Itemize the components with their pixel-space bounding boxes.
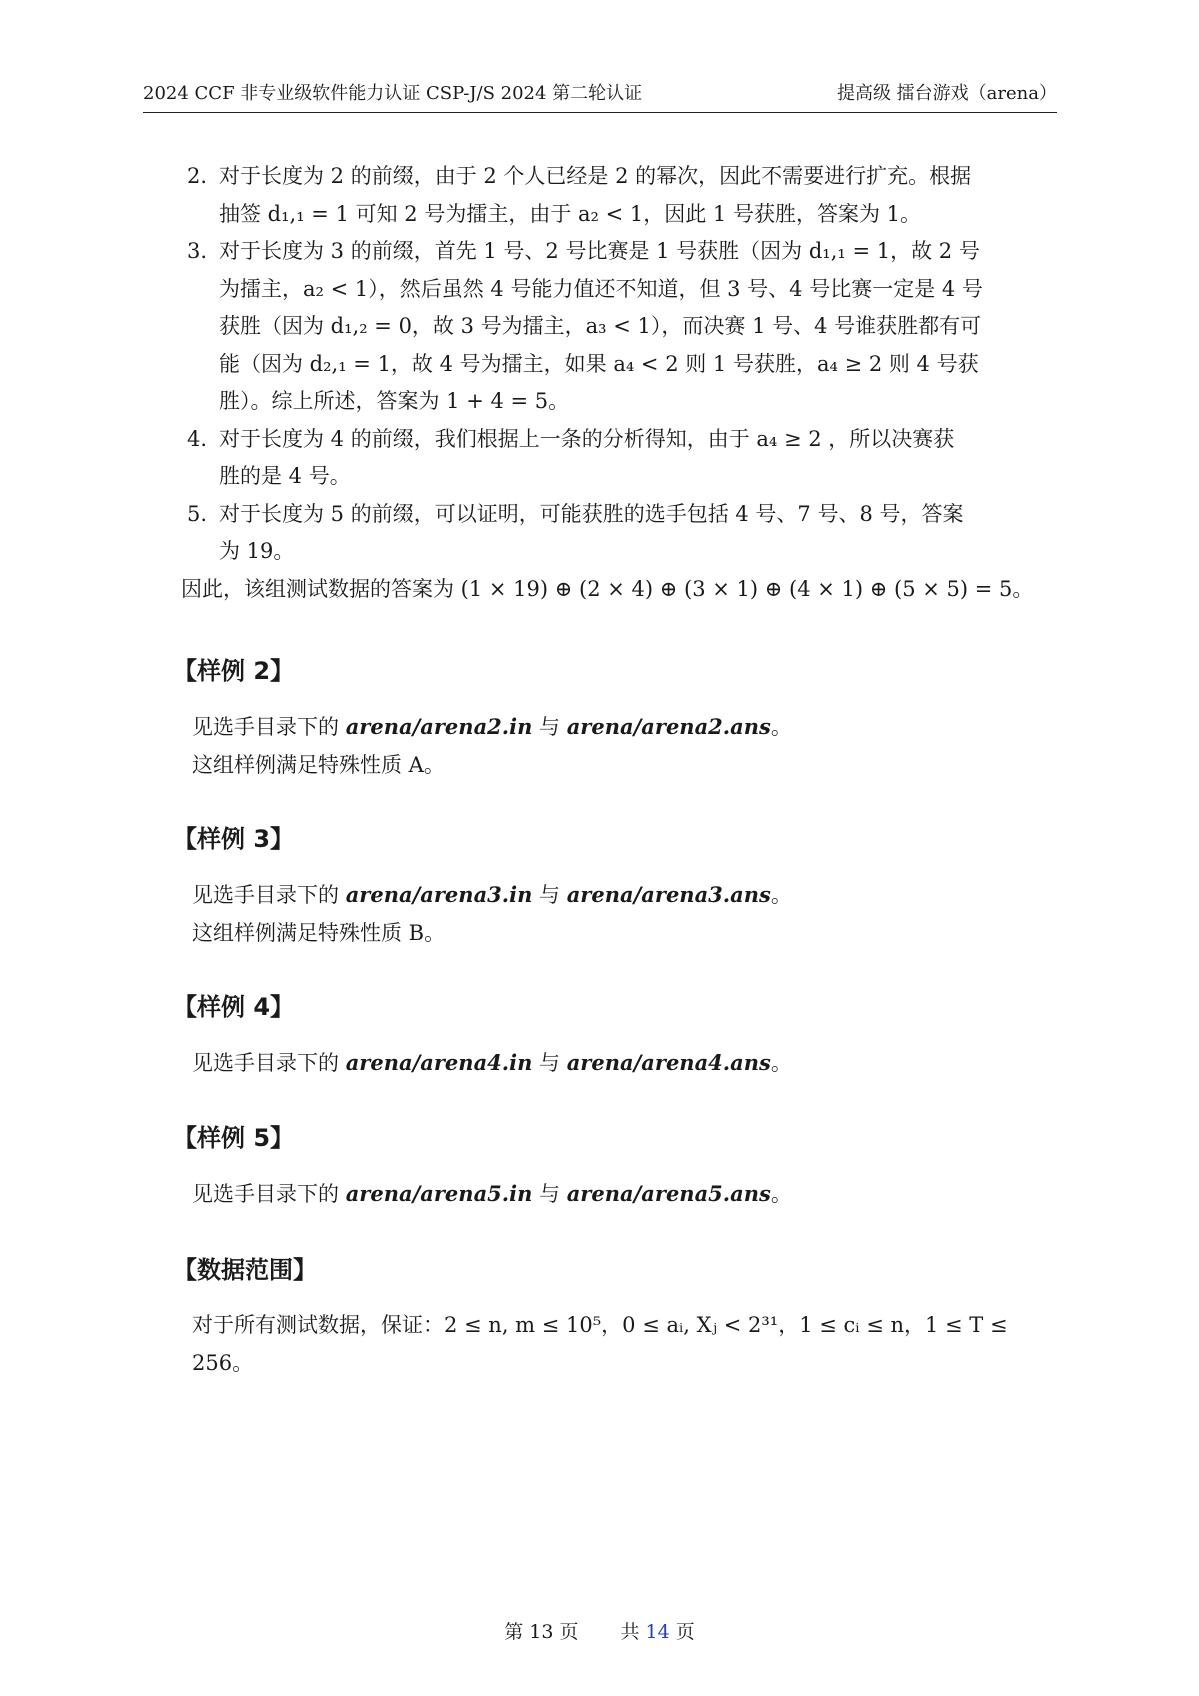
total-pages-prefix: 共 bbox=[620, 1621, 646, 1643]
sample-suffix: 。 bbox=[770, 1182, 792, 1206]
item-number: 4. bbox=[187, 426, 208, 451]
sample-files-line bbox=[192, 876, 1072, 915]
sample-suffix: 。 bbox=[770, 715, 792, 739]
item-number: 2. bbox=[187, 164, 208, 188]
page-number: 第 13 页 bbox=[504, 1621, 579, 1643]
sample-prefix: 见选手目录下的 bbox=[192, 883, 346, 907]
sample-prefix: 见选手目录下的 bbox=[192, 1051, 346, 1075]
item-number: 3. bbox=[187, 239, 208, 263]
sample-prefix: 见选手目录下的 bbox=[192, 1182, 346, 1206]
item-text bbox=[219, 421, 1067, 496]
section-body bbox=[192, 1175, 1072, 1214]
sample-files-line bbox=[192, 708, 1072, 747]
sample-joiner: 与 bbox=[532, 883, 567, 907]
text-line: 为擂主，a₂ < 1），然后虽然 4 号能力值还不知道，但 3 号、4 号比赛一定是 4 号 bbox=[219, 276, 983, 301]
page-footer bbox=[0, 1618, 1199, 1646]
text-line: 抽签 d₁,₁ = 1 可知 2 号为擂主，由于 a₂ < 1，因此 1 号获胜，答案为 1。 bbox=[219, 201, 921, 226]
section-body bbox=[192, 876, 1072, 952]
explanation-item bbox=[187, 158, 1067, 233]
text-line: 对于长度为 2 的前缀，由于 2 个人已经是 2 的幂次，因此不需要进行扩充。根据 bbox=[219, 164, 972, 188]
data-range-text: 对于所有测试数据，保证：2 ≤ n, m ≤ 10⁵，0 ≤ aᵢ, Xⱼ < 2³¹，1 ≤ cᵢ ≤ n，1 ≤ T ≤ 256。 bbox=[192, 1313, 1008, 1375]
file-ans-name: arena/arena5.ans bbox=[566, 1181, 771, 1206]
item-number: 5. bbox=[187, 501, 208, 526]
explanation-item bbox=[187, 233, 1067, 421]
header-problem-title: 提高级 擂台游戏（arena） bbox=[836, 83, 1057, 104]
text-line: 对于长度为 4 的前缀，我们根据上一条的分析得知，由于 a₄ ≥ 2 ，所以决赛获 bbox=[219, 426, 955, 451]
file-in-name: arena/arena3.in bbox=[345, 882, 533, 907]
sample-joiner: 与 bbox=[532, 1182, 567, 1206]
text-line: 胜）。综上所述，答案为 1 + 4 = 5。 bbox=[219, 389, 570, 413]
text-line: 能（因为 d₂,₁ = 1，故 4 号为擂主，如果 a₄ < 2 则 1 号获胜，a₄ ≥ 2 则 4 号获 bbox=[219, 351, 979, 376]
section-title: 【样例 3】 bbox=[173, 825, 295, 853]
section-title: 【样例 5】 bbox=[173, 1124, 295, 1152]
text-line: 胜的是 4 号。 bbox=[219, 464, 351, 488]
file-ans-name: arena/arena2.ans bbox=[566, 714, 771, 739]
sample-prefix: 见选手目录下的 bbox=[192, 715, 346, 739]
text-line: 对于长度为 3 的前缀，首先 1 号、2 号比赛是 1 号获胜（因为 d₁,₁ = 1，故 2 号 bbox=[219, 239, 980, 263]
section-title: 【样例 4】 bbox=[173, 993, 295, 1021]
page-header bbox=[143, 80, 1057, 113]
sample-files-line bbox=[192, 1175, 1072, 1214]
total-pages-link[interactable]: 14 bbox=[645, 1621, 670, 1643]
section-title: 【样例 2】 bbox=[173, 657, 295, 685]
sample-explanation bbox=[181, 158, 1067, 608]
explanation-item bbox=[187, 496, 1067, 571]
header-contest-title: 2024 CCF 非专业级软件能力认证 CSP-J/S 2024 第二轮认证 bbox=[143, 83, 643, 104]
file-in-name: arena/arena4.in bbox=[345, 1050, 533, 1075]
sample-suffix: 。 bbox=[770, 883, 792, 907]
section-body bbox=[192, 708, 1072, 784]
file-in-name: arena/arena5.in bbox=[345, 1181, 533, 1206]
item-text bbox=[219, 233, 1067, 421]
sample-files-line bbox=[192, 1044, 1072, 1083]
file-in-name: arena/arena2.in bbox=[345, 714, 533, 739]
item-text bbox=[219, 496, 1067, 571]
text-line: 对于长度为 5 的前缀，可以证明，可能获胜的选手包括 4 号、7 号、8 号，答案 bbox=[219, 501, 964, 526]
sample-note: 这组样例满足特殊性质 B。 bbox=[192, 920, 446, 945]
section-body bbox=[192, 1044, 1072, 1083]
text-line: 获胜（因为 d₁,₂ = 0，故 3 号为擂主，a₃ < 1），而决赛 1 号、4 号谁获胜都有可 bbox=[219, 314, 982, 338]
sample-joiner: 与 bbox=[532, 715, 567, 739]
conclusion-line: 因此，该组测试数据的答案为 (1 × 19) ⊕ (2 × 4) ⊕ (3 × 1) ⊕ (4 × 1) ⊕ (5 × 5) = 5。 bbox=[181, 576, 1034, 601]
text-line: 为 19。 bbox=[219, 539, 295, 563]
sample-note: 这组样例满足特殊性质 A。 bbox=[192, 752, 445, 777]
sample-joiner: 与 bbox=[532, 1051, 567, 1075]
explanation-item bbox=[187, 421, 1067, 496]
total-pages-suffix: 页 bbox=[669, 1621, 695, 1643]
file-ans-name: arena/arena3.ans bbox=[566, 882, 771, 907]
item-text bbox=[219, 158, 1067, 233]
sample-suffix: 。 bbox=[770, 1051, 792, 1075]
file-ans-name: arena/arena4.ans bbox=[566, 1050, 771, 1075]
data-range-title: 【数据范围】 bbox=[173, 1256, 317, 1284]
